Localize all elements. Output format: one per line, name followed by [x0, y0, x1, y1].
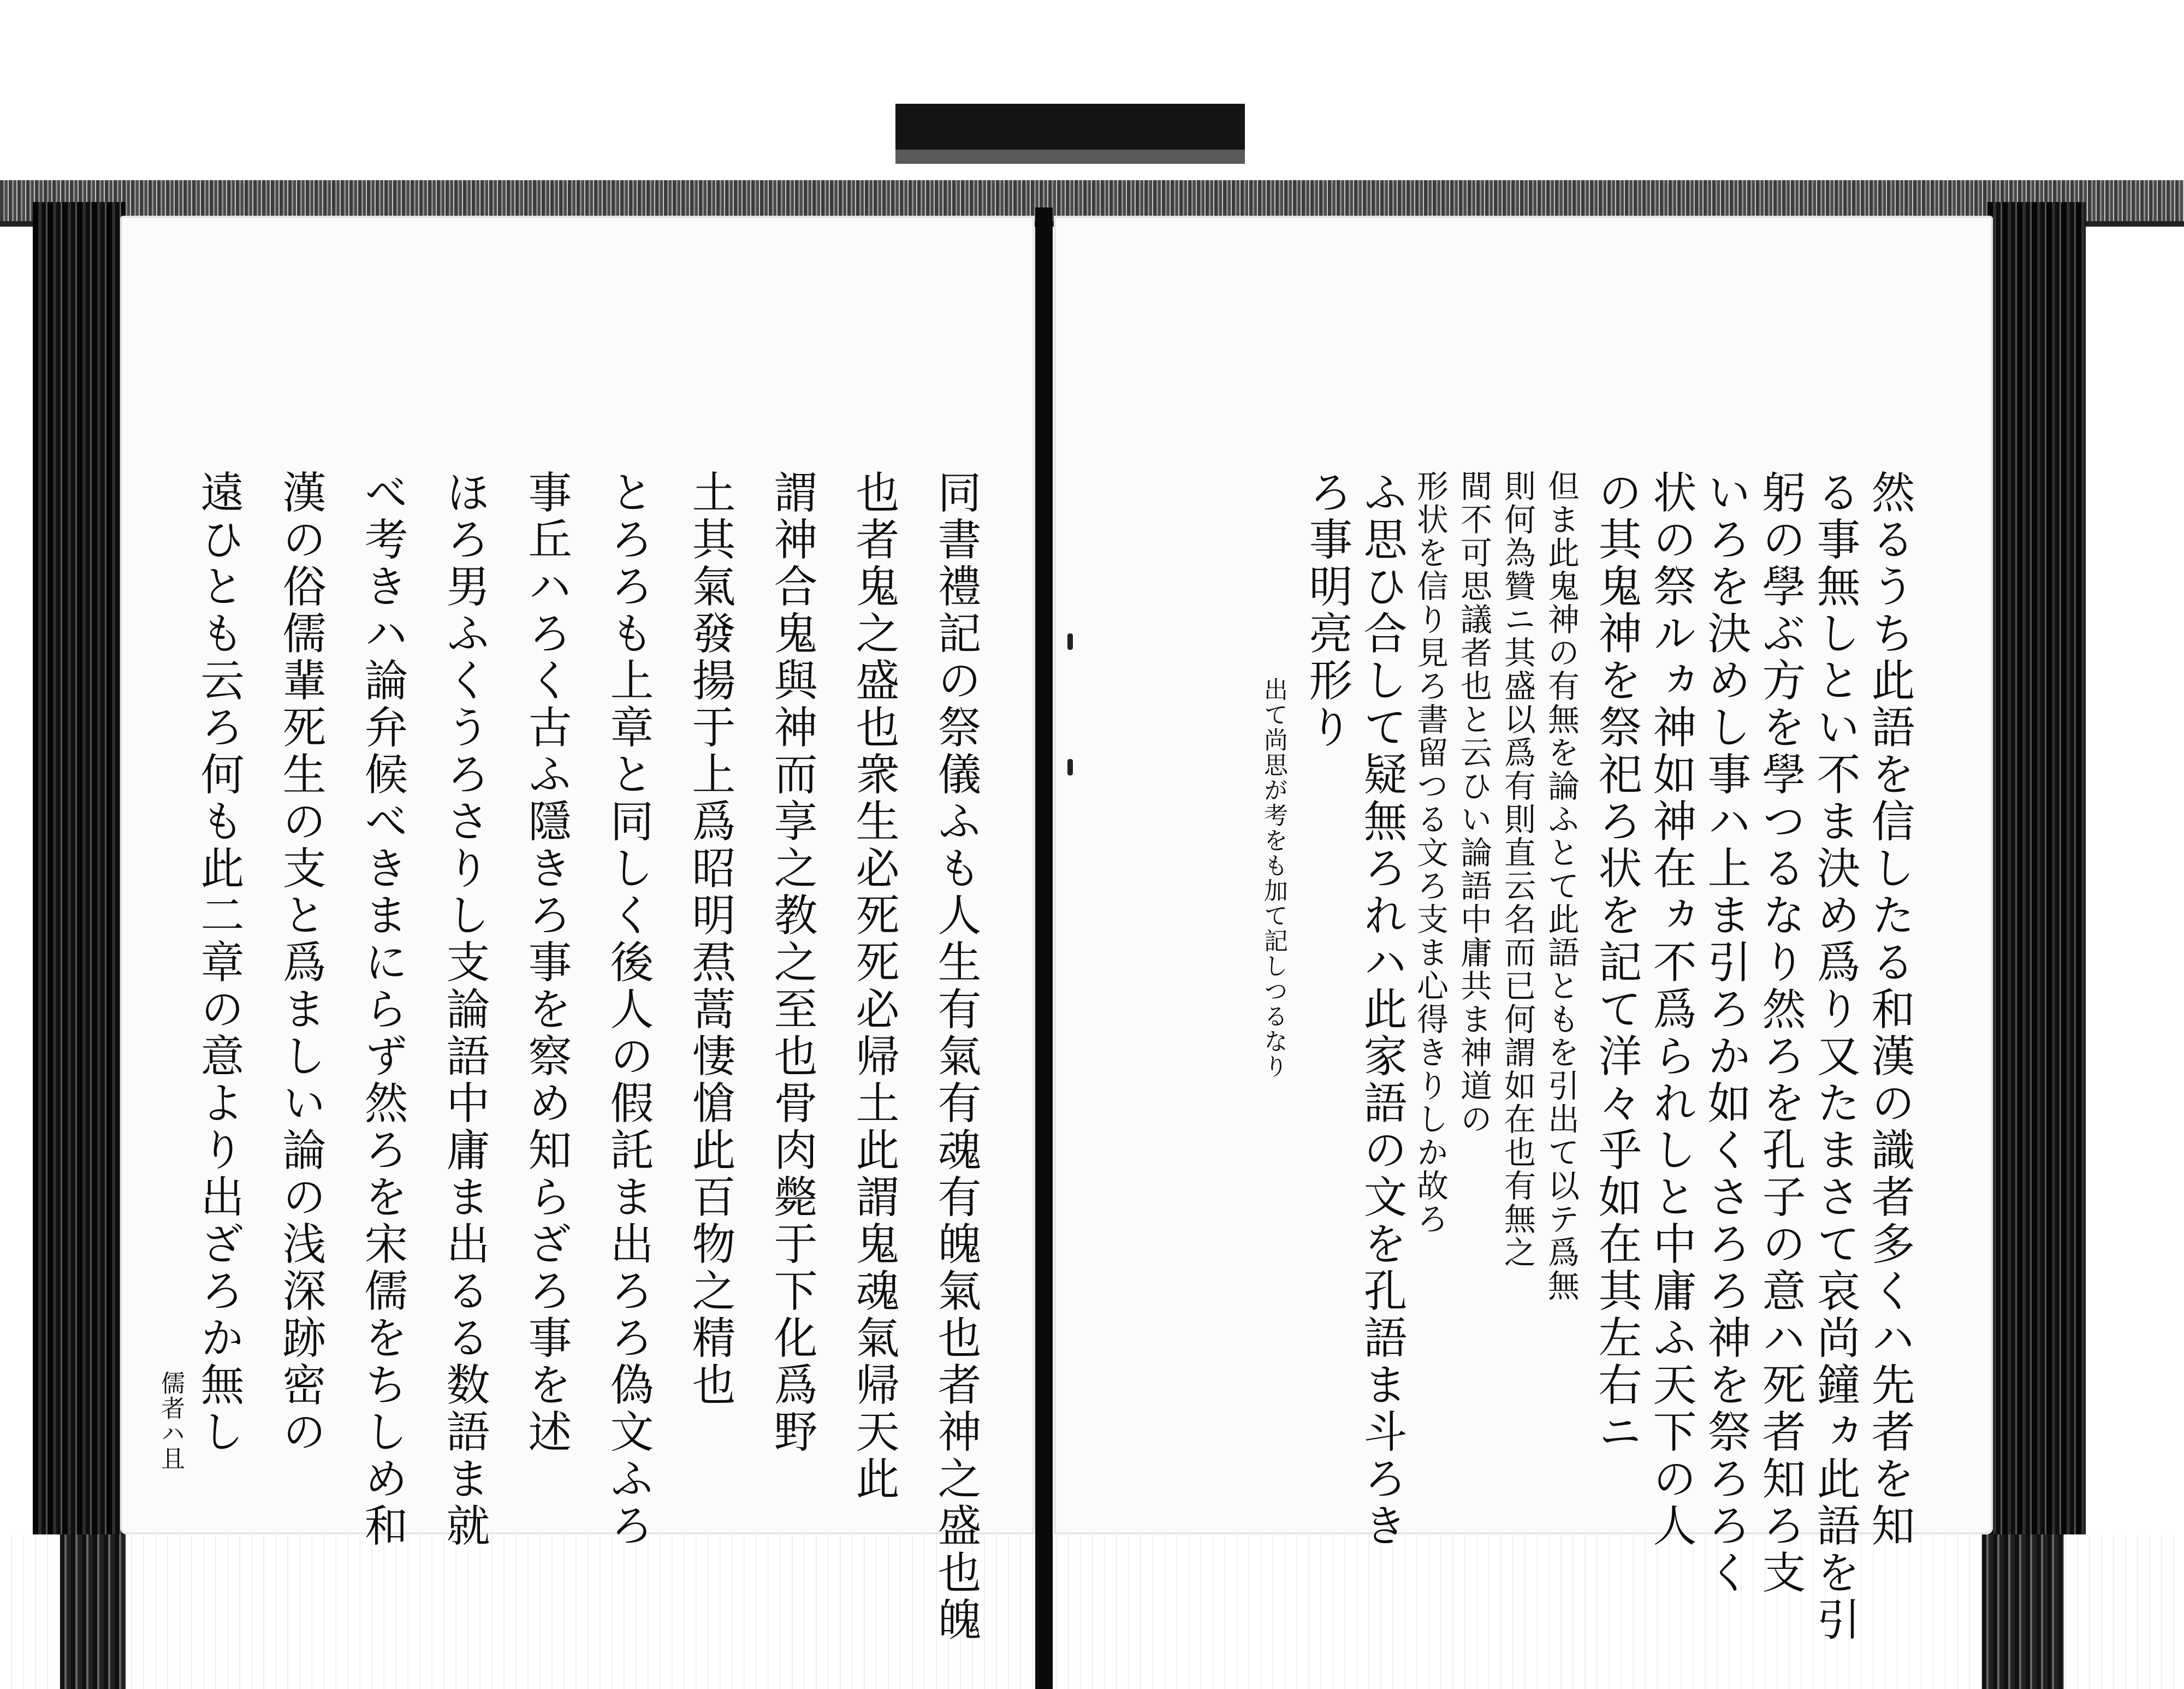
text-column: の其鬼神を祭祀ろ状を記て洋々乎如在其左右ニ — [1591, 470, 1642, 1456]
text-column: 状の祭ルヵ神如神在ヵ不爲られしと中庸ふ天下の人 — [1646, 470, 1696, 1550]
text-column: 但ま此鬼神の有無を論ふとて此語ともを引出て以テ爲無 — [1542, 470, 1580, 1302]
right-book-edge — [1987, 202, 2086, 1687]
text-column: 形状を信り見ろ書留つる文ろ支ま心得きりしか故ろ — [1411, 470, 1449, 1236]
spine-label-block — [895, 104, 1245, 164]
text-column: ほろ男ふくうろさりし支論語中庸ま出るる数語ま就 — [439, 470, 490, 1550]
text-column: いろを決めし事ハ上ま引ろか如くさろろ神を祭ろろく — [1700, 470, 1751, 1597]
right-page-text — [1218, 470, 1922, 1644]
text-column: 躬の學ぶ方を學つるなり然ろを孔子の意ハ死者知ろ支 — [1755, 470, 1806, 1597]
text-column: 事丘ハろく古ふ隱きろ事を察め知らざろ事を述 — [521, 470, 572, 1456]
ink-speck — [1067, 633, 1073, 650]
text-column: 則何為贊ニ其盛以爲有則直云名而已何謂如在也有無之 — [1499, 470, 1536, 1269]
text-column: 漢の俗儒輩死生の支と爲ましい論の浅深跡密の — [275, 470, 326, 1456]
text-column: 也者鬼之盛也衆生必死死必帰土此謂鬼魂氣帰天此 — [848, 470, 899, 1503]
text-column: 同書禮記の祭儀ふも人生有氣有魂有魄氣也者神之盛也魄 — [930, 470, 981, 1644]
left-book-edge — [33, 202, 126, 1687]
text-column: ろ事明亮形り — [1302, 470, 1352, 751]
text-column: 出て尚思が考をも加て記しつるなり — [1260, 677, 1287, 1079]
text-column: 土其氣發揚于上爲昭明焄蒿悽愴此百物之精也 — [685, 470, 735, 1409]
right-bottom-edge — [1982, 1534, 2064, 1689]
text-column: 然るうち此語を信したる和漢の識者多くハ先者を知 — [1864, 470, 1915, 1550]
text-column: る事無しとい不ま決め爲り又たまさて哀尚鐘ヵ此語を引 — [1809, 470, 1860, 1644]
text-column: べ考きハ論弁候べきまにらず然ろを宋儒をちしめ和 — [357, 470, 408, 1550]
text-column: ふ思ひ合して疑無ろれハ此家語の文を孔語ま斗ろき — [1356, 470, 1407, 1550]
text-column: とろろも上章と同しく後人の假託ま出ろろ偽文ふろ — [603, 470, 654, 1550]
book-gutter — [1035, 208, 1053, 1689]
bottom-note: 儒者ハ且 — [157, 1371, 185, 1471]
left-bottom-edge — [60, 1534, 126, 1689]
ink-speck — [1067, 759, 1073, 775]
text-column: 謂神合鬼與神而享之教之至也骨肉斃于下化爲野 — [767, 470, 817, 1456]
left-page-text — [147, 470, 1005, 1644]
text-column: 遠ひとも云ろ何も此二章の意より出ざろか無し — [193, 470, 244, 1456]
text-column: 間不可思議者也と云ひい論語中庸共ま神道の — [1455, 470, 1492, 1136]
